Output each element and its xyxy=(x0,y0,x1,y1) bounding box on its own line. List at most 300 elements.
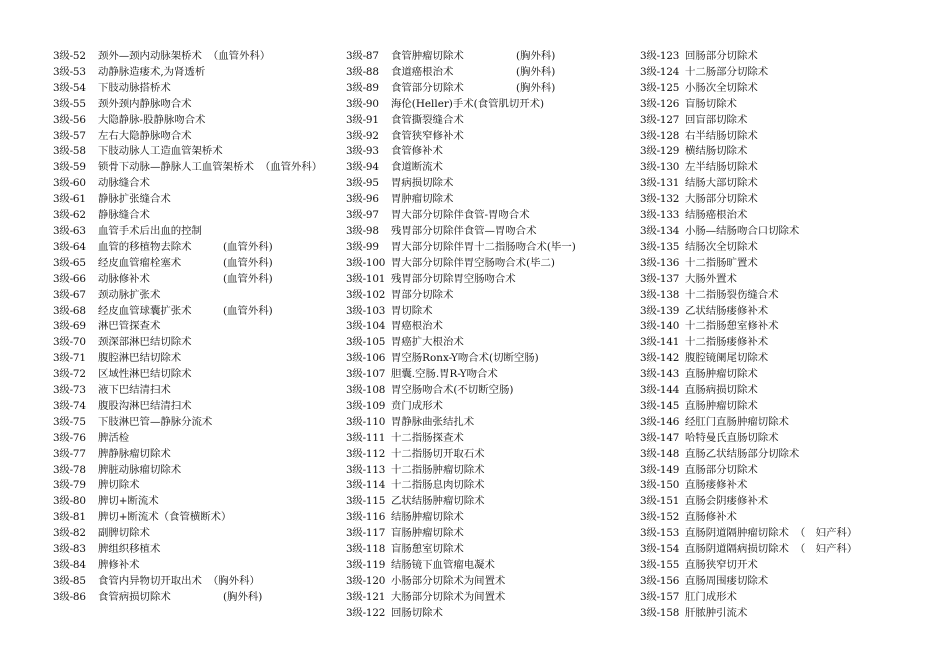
procedure-code: 3级-109 xyxy=(346,399,386,412)
procedure-entry xyxy=(346,256,621,272)
procedure-code: 3级-79 xyxy=(53,479,86,492)
procedure-name: 脾切除术 xyxy=(98,479,140,492)
department-label: (胸外科) xyxy=(516,81,556,94)
procedure-name: 食管撕裂缝合术 xyxy=(391,113,464,126)
procedure-name: 小肠—结肠吻合口切除术 xyxy=(685,224,800,237)
procedure-entry xyxy=(640,224,920,240)
procedure-code: 3级-101 xyxy=(346,272,386,285)
procedure-entry xyxy=(346,81,621,97)
procedure-code: 3级-61 xyxy=(53,193,86,206)
procedure-name: 静脉缝合术 xyxy=(98,209,150,222)
procedure-code: 3级-137 xyxy=(640,272,680,285)
procedure-name: 食管部分切除术 xyxy=(391,81,464,94)
procedure-entry xyxy=(53,304,325,320)
procedure-code: 3级-78 xyxy=(53,463,86,476)
procedure-entry xyxy=(640,383,920,399)
procedure-name: 胃癌扩大根治术 xyxy=(391,336,464,349)
procedure-entry xyxy=(640,606,920,622)
procedure-name: 颈深部淋巴结切除术 xyxy=(98,336,192,349)
procedure-code: 3级-111 xyxy=(346,431,386,444)
procedure-name: 胃静脉曲张结扎术 xyxy=(391,415,475,428)
procedure-name: 食管内异物切开取出术 xyxy=(98,574,202,587)
procedure-entry xyxy=(640,192,920,208)
procedure-code: 3级-138 xyxy=(640,288,680,301)
procedure-entry xyxy=(53,224,325,240)
department-label: （ 妇产科） xyxy=(794,527,858,540)
procedure-code: 3级-150 xyxy=(640,479,680,492)
procedure-code: 3级-57 xyxy=(53,129,86,142)
procedure-code: 3级-66 xyxy=(53,272,86,285)
procedure-name: 胆囊.空肠.胃R-Y吻合术 xyxy=(391,368,498,381)
procedure-code: 3级-59 xyxy=(53,161,86,174)
procedure-entry xyxy=(346,351,621,367)
procedure-code: 3级-73 xyxy=(53,384,86,397)
procedure-code: 3级-106 xyxy=(346,352,386,365)
procedure-name: 盲肠憩室切除术 xyxy=(391,543,464,556)
procedure-code: 3级-75 xyxy=(53,415,86,428)
procedure-code: 3级-124 xyxy=(640,65,680,78)
procedure-name: 十二指肠息肉切除术 xyxy=(391,479,485,492)
procedure-entry xyxy=(640,144,920,160)
procedure-name: 十二肠部分切除术 xyxy=(685,65,769,78)
procedure-entry xyxy=(346,113,621,129)
procedure-entry xyxy=(640,97,920,113)
procedure-entry xyxy=(53,240,325,256)
procedure-name: 下肢淋巴管—静脉分流术 xyxy=(98,415,213,428)
procedure-name: 胃空肠吻合术(不切断空肠) xyxy=(391,384,514,397)
procedure-entry xyxy=(346,367,621,383)
procedure-column-2 xyxy=(346,49,621,622)
procedure-code: 3级-108 xyxy=(346,384,386,397)
procedure-code: 3级-105 xyxy=(346,336,386,349)
procedure-code: 3级-156 xyxy=(640,574,680,587)
procedure-code: 3级-151 xyxy=(640,495,680,508)
procedure-name: 腹腔淋巴结切除术 xyxy=(98,352,182,365)
procedure-name: 肝脓肿引流术 xyxy=(685,606,748,619)
procedure-name: 颈外—颈内动脉架桥术 xyxy=(98,50,202,62)
procedure-code: 3级-157 xyxy=(640,590,680,603)
procedure-code: 3级-145 xyxy=(640,399,680,412)
procedure-entry xyxy=(640,478,920,494)
procedure-code: 3级-83 xyxy=(53,543,86,556)
procedure-code: 3级-110 xyxy=(346,415,386,428)
procedure-entry xyxy=(53,367,325,383)
procedure-entry xyxy=(346,49,621,65)
procedure-entry xyxy=(346,240,621,256)
procedure-entry xyxy=(640,590,920,606)
procedure-code: 3级-144 xyxy=(640,384,680,397)
procedure-name: 横结肠切除术 xyxy=(685,145,748,158)
procedure-code: 3级-126 xyxy=(640,97,680,110)
procedure-name: 腹股沟淋巴结清扫术 xyxy=(98,399,192,412)
procedure-entry xyxy=(53,463,325,479)
procedure-entry xyxy=(53,192,325,208)
procedure-entry xyxy=(640,463,920,479)
procedure-entry xyxy=(346,383,621,399)
procedure-code: 3级-58 xyxy=(53,145,86,158)
procedure-name: 胃大部分切除伴食管-胃吻合术 xyxy=(391,209,530,222)
procedure-entry xyxy=(346,176,621,192)
procedure-name: 胃癌根治术 xyxy=(391,320,443,333)
procedure-name: 液下巴结清扫术 xyxy=(98,384,171,397)
procedure-code: 3级-71 xyxy=(53,352,86,365)
department-label: (胸外科) xyxy=(223,590,263,603)
procedure-name: 食道断流术 xyxy=(391,161,443,174)
procedure-code: 3级-140 xyxy=(640,320,680,333)
procedure-name: 胃病损切除术 xyxy=(391,177,454,190)
procedure-code: 3级-95 xyxy=(346,177,379,190)
procedure-name: 脾脏动脉瘤切除术 xyxy=(98,463,182,476)
procedure-column-1 xyxy=(53,49,325,606)
procedure-name: 直肠瘘修补术 xyxy=(685,479,748,492)
procedure-code: 3级-97 xyxy=(346,209,379,222)
procedure-code: 3级-70 xyxy=(53,336,86,349)
procedure-entry xyxy=(640,160,920,176)
procedure-entry xyxy=(640,351,920,367)
procedure-entry xyxy=(53,383,325,399)
procedure-entry xyxy=(640,574,920,590)
procedure-name: 副脾切除术 xyxy=(98,527,150,540)
procedure-entry xyxy=(346,208,621,224)
procedure-name: 右半结肠切除术 xyxy=(685,129,758,142)
procedure-name: 直肠周围瘘切除术 xyxy=(685,574,769,587)
procedure-entry xyxy=(640,558,920,574)
procedure-name: 直肠阴道隔病损切除术 xyxy=(685,543,789,556)
procedure-entry xyxy=(346,558,621,574)
procedure-entry xyxy=(53,144,325,160)
procedure-name: 经皮血管球囊扩张术 xyxy=(98,304,192,317)
procedure-code: 3级-134 xyxy=(640,224,680,237)
procedure-code: 3级-74 xyxy=(53,399,86,412)
procedure-code: 3级-129 xyxy=(640,145,680,158)
procedure-name: 下肢动脉人工造血管架桥术 xyxy=(98,145,223,158)
procedure-name: 动脉修补术 xyxy=(98,272,150,285)
procedure-entry xyxy=(53,113,325,129)
procedure-entry xyxy=(640,113,920,129)
procedure-entry xyxy=(640,288,920,304)
procedure-entry xyxy=(640,81,920,97)
procedure-name: 经肛门直肠肿瘤切除术 xyxy=(685,415,789,428)
procedure-entry xyxy=(346,304,621,320)
procedure-name: 贲门成形术 xyxy=(391,399,443,412)
procedure-code: 3级-123 xyxy=(640,50,680,62)
procedure-entry xyxy=(53,272,325,288)
procedure-entry xyxy=(640,256,920,272)
procedure-code: 3级-143 xyxy=(640,368,680,381)
procedure-code: 3级-99 xyxy=(346,240,379,253)
procedure-name: 十二指肠探查术 xyxy=(391,431,464,444)
procedure-entry xyxy=(346,494,621,510)
procedure-code: 3级-82 xyxy=(53,527,86,540)
procedure-entry xyxy=(53,447,325,463)
procedure-code: 3级-102 xyxy=(346,288,386,301)
procedure-entry xyxy=(346,574,621,590)
department-label: （血管外科） xyxy=(207,50,271,62)
procedure-entry xyxy=(346,478,621,494)
procedure-name: 结肠镜下血管瘤电凝术 xyxy=(391,559,495,571)
procedure-code: 3级-60 xyxy=(53,177,86,190)
department-label: (胸外科) xyxy=(516,50,556,62)
procedure-code: 3级-85 xyxy=(53,574,86,587)
department-label: (胸外科) xyxy=(516,65,556,78)
procedure-entry xyxy=(53,558,325,574)
procedure-entry xyxy=(53,542,325,558)
procedure-entry xyxy=(640,65,920,81)
procedure-name: 肛门成形术 xyxy=(685,590,737,603)
procedure-name: 直肠病损切除术 xyxy=(685,384,758,397)
procedure-entry xyxy=(53,129,325,145)
department-label: (血管外科) xyxy=(223,304,273,317)
procedure-entry xyxy=(53,574,325,590)
procedure-entry xyxy=(53,160,325,176)
procedure-name: 下肢动脉搭桥术 xyxy=(98,81,171,94)
procedure-code: 3级-67 xyxy=(53,288,86,301)
procedure-name: 小肠次全切除术 xyxy=(685,81,758,94)
procedure-code: 3级-87 xyxy=(346,50,379,62)
procedure-code: 3级-127 xyxy=(640,113,680,126)
procedure-name: 颈动脉扩张术 xyxy=(98,288,161,301)
procedure-entry xyxy=(346,129,621,145)
procedure-code: 3级-107 xyxy=(346,368,386,381)
procedure-code: 3级-116 xyxy=(346,511,386,524)
procedure-entry xyxy=(640,494,920,510)
procedure-entry xyxy=(640,447,920,463)
procedure-code: 3级-84 xyxy=(53,559,86,571)
procedure-name: 食管肿瘤切除术 xyxy=(391,50,464,62)
procedure-entry xyxy=(53,65,325,81)
procedure-entry xyxy=(53,478,325,494)
procedure-name: 直肠阴道隔肿瘤切除术 xyxy=(685,527,789,540)
procedure-entry xyxy=(53,208,325,224)
procedure-code: 3级-54 xyxy=(53,81,86,94)
procedure-code: 3级-141 xyxy=(640,336,680,349)
procedure-code: 3级-152 xyxy=(640,511,680,524)
procedure-name: 直肠狭窄切开术 xyxy=(685,559,758,571)
procedure-code: 3级-142 xyxy=(640,352,680,365)
procedure-entry xyxy=(640,431,920,447)
procedure-entry xyxy=(53,81,325,97)
procedure-code: 3级-98 xyxy=(346,224,379,237)
procedure-entry xyxy=(53,510,325,526)
procedure-entry xyxy=(53,526,325,542)
procedure-code: 3级-153 xyxy=(640,527,680,540)
procedure-code: 3级-68 xyxy=(53,304,86,317)
procedure-name: 大肠部分切除术为间置术 xyxy=(391,590,506,603)
procedure-code: 3级-76 xyxy=(53,431,86,444)
procedure-code: 3级-125 xyxy=(640,81,680,94)
procedure-name: 食管修补术 xyxy=(391,145,443,158)
procedure-name: 盲肠肿瘤切除术 xyxy=(391,527,464,540)
procedure-code: 3级-93 xyxy=(346,145,379,158)
procedure-code: 3级-131 xyxy=(640,177,680,190)
procedure-entry xyxy=(53,494,325,510)
procedure-name: 胃空肠Ronx-Y吻合术(切断空肠) xyxy=(391,352,539,365)
procedure-name: 残胃部分切除胃空肠吻合术 xyxy=(391,272,516,285)
procedure-name: 脾切+断流术（食管横断术） xyxy=(98,511,232,524)
procedure-entry xyxy=(53,399,325,415)
department-label: （胸外科） xyxy=(207,574,260,587)
procedure-entry xyxy=(53,590,325,606)
procedure-name: 食道癌根治术 xyxy=(391,65,454,78)
procedure-name: 脾组织移植术 xyxy=(98,543,161,556)
procedure-name: 回盲部切除术 xyxy=(685,113,748,126)
procedure-name: 十二指肠切开取石术 xyxy=(391,447,485,460)
procedure-code: 3级-148 xyxy=(640,447,680,460)
procedure-name: 淋巴管探查术 xyxy=(98,320,161,333)
procedure-entry xyxy=(640,304,920,320)
procedure-entry xyxy=(346,510,621,526)
procedure-code: 3级-77 xyxy=(53,447,86,460)
procedure-entry xyxy=(53,256,325,272)
procedure-code: 3级-104 xyxy=(346,320,386,333)
procedure-code: 3级-115 xyxy=(346,495,386,508)
procedure-code: 3级-133 xyxy=(640,209,680,222)
procedure-entry xyxy=(640,367,920,383)
procedure-name: 腹腔镜阑尾切除术 xyxy=(685,352,769,365)
procedure-name: 胃大部分切除伴胃空肠吻合术(毕二) xyxy=(391,256,555,269)
procedure-entry xyxy=(53,335,325,351)
procedure-code: 3级-114 xyxy=(346,479,386,492)
procedure-code: 3级-112 xyxy=(346,447,386,460)
procedure-name: 胃切除术 xyxy=(391,304,433,317)
procedure-name: 直肠部分切除术 xyxy=(685,463,758,476)
procedure-name: 食管狭窄修补术 xyxy=(391,129,464,142)
procedure-entry xyxy=(346,192,621,208)
procedure-name: 直肠修补术 xyxy=(685,511,737,524)
procedure-code: 3级-158 xyxy=(640,606,680,619)
procedure-entry xyxy=(346,160,621,176)
procedure-name: 结肠肿瘤切除术 xyxy=(391,511,464,524)
procedure-code: 3级-88 xyxy=(346,65,379,78)
procedure-code: 3级-94 xyxy=(346,161,379,174)
procedure-name: 直肠乙状结肠部分切除术 xyxy=(685,447,800,460)
procedure-entry xyxy=(346,399,621,415)
procedure-name: 结肠大部切除术 xyxy=(685,177,758,190)
procedure-entry xyxy=(346,463,621,479)
procedure-code: 3级-135 xyxy=(640,240,680,253)
procedure-name: 脾切+断流术 xyxy=(98,495,159,508)
procedure-code: 3级-96 xyxy=(346,193,379,206)
procedure-entry xyxy=(640,319,920,335)
procedure-name: 结肠癌根治术 xyxy=(685,209,748,222)
procedure-entry xyxy=(346,431,621,447)
procedure-name: 脾静脉瘤切除术 xyxy=(98,447,171,460)
procedure-code: 3级-52 xyxy=(53,50,86,62)
procedure-name: 直肠肿瘤切除术 xyxy=(685,399,758,412)
procedure-entry xyxy=(640,526,920,542)
procedure-code: 3级-122 xyxy=(346,606,386,619)
procedure-entry xyxy=(640,208,920,224)
procedure-code: 3级-146 xyxy=(640,415,680,428)
procedure-name: 十二指肠瘘修补术 xyxy=(685,336,769,349)
procedure-code: 3级-119 xyxy=(346,559,386,571)
procedure-name: 食管病损切除术 xyxy=(98,590,171,603)
procedure-code: 3级-118 xyxy=(346,543,386,556)
procedure-entry xyxy=(53,415,325,431)
procedure-name: 小肠部分切除术为间置术 xyxy=(391,574,506,587)
procedure-code: 3级-128 xyxy=(640,129,680,142)
procedure-entry xyxy=(53,319,325,335)
procedure-code: 3级-69 xyxy=(53,320,86,333)
procedure-name: 左半结肠切除术 xyxy=(685,161,758,174)
procedure-code: 3级-86 xyxy=(53,590,86,603)
procedure-name: 十二指肠肿瘤切除术 xyxy=(391,463,485,476)
procedure-code: 3级-154 xyxy=(640,543,680,556)
procedure-name: 大肠外置术 xyxy=(685,272,737,285)
procedure-entry xyxy=(53,431,325,447)
procedure-entry xyxy=(53,176,325,192)
procedure-code: 3级-92 xyxy=(346,129,379,142)
department-label: （ 妇产科） xyxy=(794,543,858,556)
procedure-code: 3级-72 xyxy=(53,368,86,381)
procedure-entry xyxy=(346,590,621,606)
procedure-code: 3级-136 xyxy=(640,256,680,269)
procedure-entry xyxy=(346,447,621,463)
procedure-entry xyxy=(346,144,621,160)
procedure-name: 盲肠切除术 xyxy=(685,97,737,110)
procedure-name: 乙状结肠肿瘤切除术 xyxy=(391,495,485,508)
procedure-entry xyxy=(640,335,920,351)
procedure-entry xyxy=(346,335,621,351)
procedure-entry xyxy=(346,319,621,335)
procedure-code: 3级-65 xyxy=(53,256,86,269)
procedure-name: 回肠部分切除术 xyxy=(685,50,758,62)
procedure-entry xyxy=(346,542,621,558)
procedure-name: 十二指肠旷置术 xyxy=(685,256,758,269)
procedure-code: 3级-90 xyxy=(346,97,379,110)
procedure-entry xyxy=(640,240,920,256)
procedure-code: 3级-147 xyxy=(640,431,680,444)
procedure-entry xyxy=(346,65,621,81)
procedure-code: 3级-117 xyxy=(346,527,386,540)
procedure-entry xyxy=(346,97,621,113)
department-label: (血管外科) xyxy=(223,272,273,285)
procedure-name: 胃部分切除术 xyxy=(391,288,454,301)
procedure-code: 3级-53 xyxy=(53,65,86,78)
procedure-name: 结肠次全切除术 xyxy=(685,240,758,253)
department-label: (血管外科) xyxy=(223,256,273,269)
procedure-entry xyxy=(640,129,920,145)
procedure-code: 3级-62 xyxy=(53,209,86,222)
procedure-entry xyxy=(346,415,621,431)
procedure-entry xyxy=(640,415,920,431)
procedure-code: 3级-55 xyxy=(53,97,86,110)
procedure-entry xyxy=(346,288,621,304)
procedure-name: 大隐静脉-股静脉吻合术 xyxy=(98,113,206,126)
procedure-name: 海伦(Heller)手术(食管肌切开术) xyxy=(391,97,545,110)
procedure-name: 血管的移植物去除术 xyxy=(98,240,192,253)
procedure-entry xyxy=(640,176,920,192)
procedure-name: 动静脉造瘘术,为肾透析 xyxy=(98,65,206,78)
procedure-name: 静脉扩张缝合术 xyxy=(98,193,171,206)
procedure-code: 3级-149 xyxy=(640,463,680,476)
procedure-entry xyxy=(53,97,325,113)
procedure-code: 3级-91 xyxy=(346,113,379,126)
procedure-name: 大肠部分切除术 xyxy=(685,193,758,206)
procedure-name: 十二指肠裂伤缝合术 xyxy=(685,288,779,301)
procedure-name: 乙状结肠瘘修补术 xyxy=(685,304,769,317)
procedure-name: 回肠切除术 xyxy=(391,606,443,619)
procedure-code: 3级-121 xyxy=(346,590,386,603)
procedure-code: 3级-132 xyxy=(640,193,680,206)
procedure-entry xyxy=(640,510,920,526)
procedure-entry xyxy=(640,272,920,288)
procedure-name: 直肠会阴瘘修补术 xyxy=(685,495,769,508)
procedure-code: 3级-80 xyxy=(53,495,86,508)
procedure-name: 锁骨下动脉—静脉人工血管架桥术 xyxy=(98,161,254,174)
procedure-code: 3级-130 xyxy=(640,161,680,174)
procedure-name: 直肠肿瘤切除术 xyxy=(685,368,758,381)
